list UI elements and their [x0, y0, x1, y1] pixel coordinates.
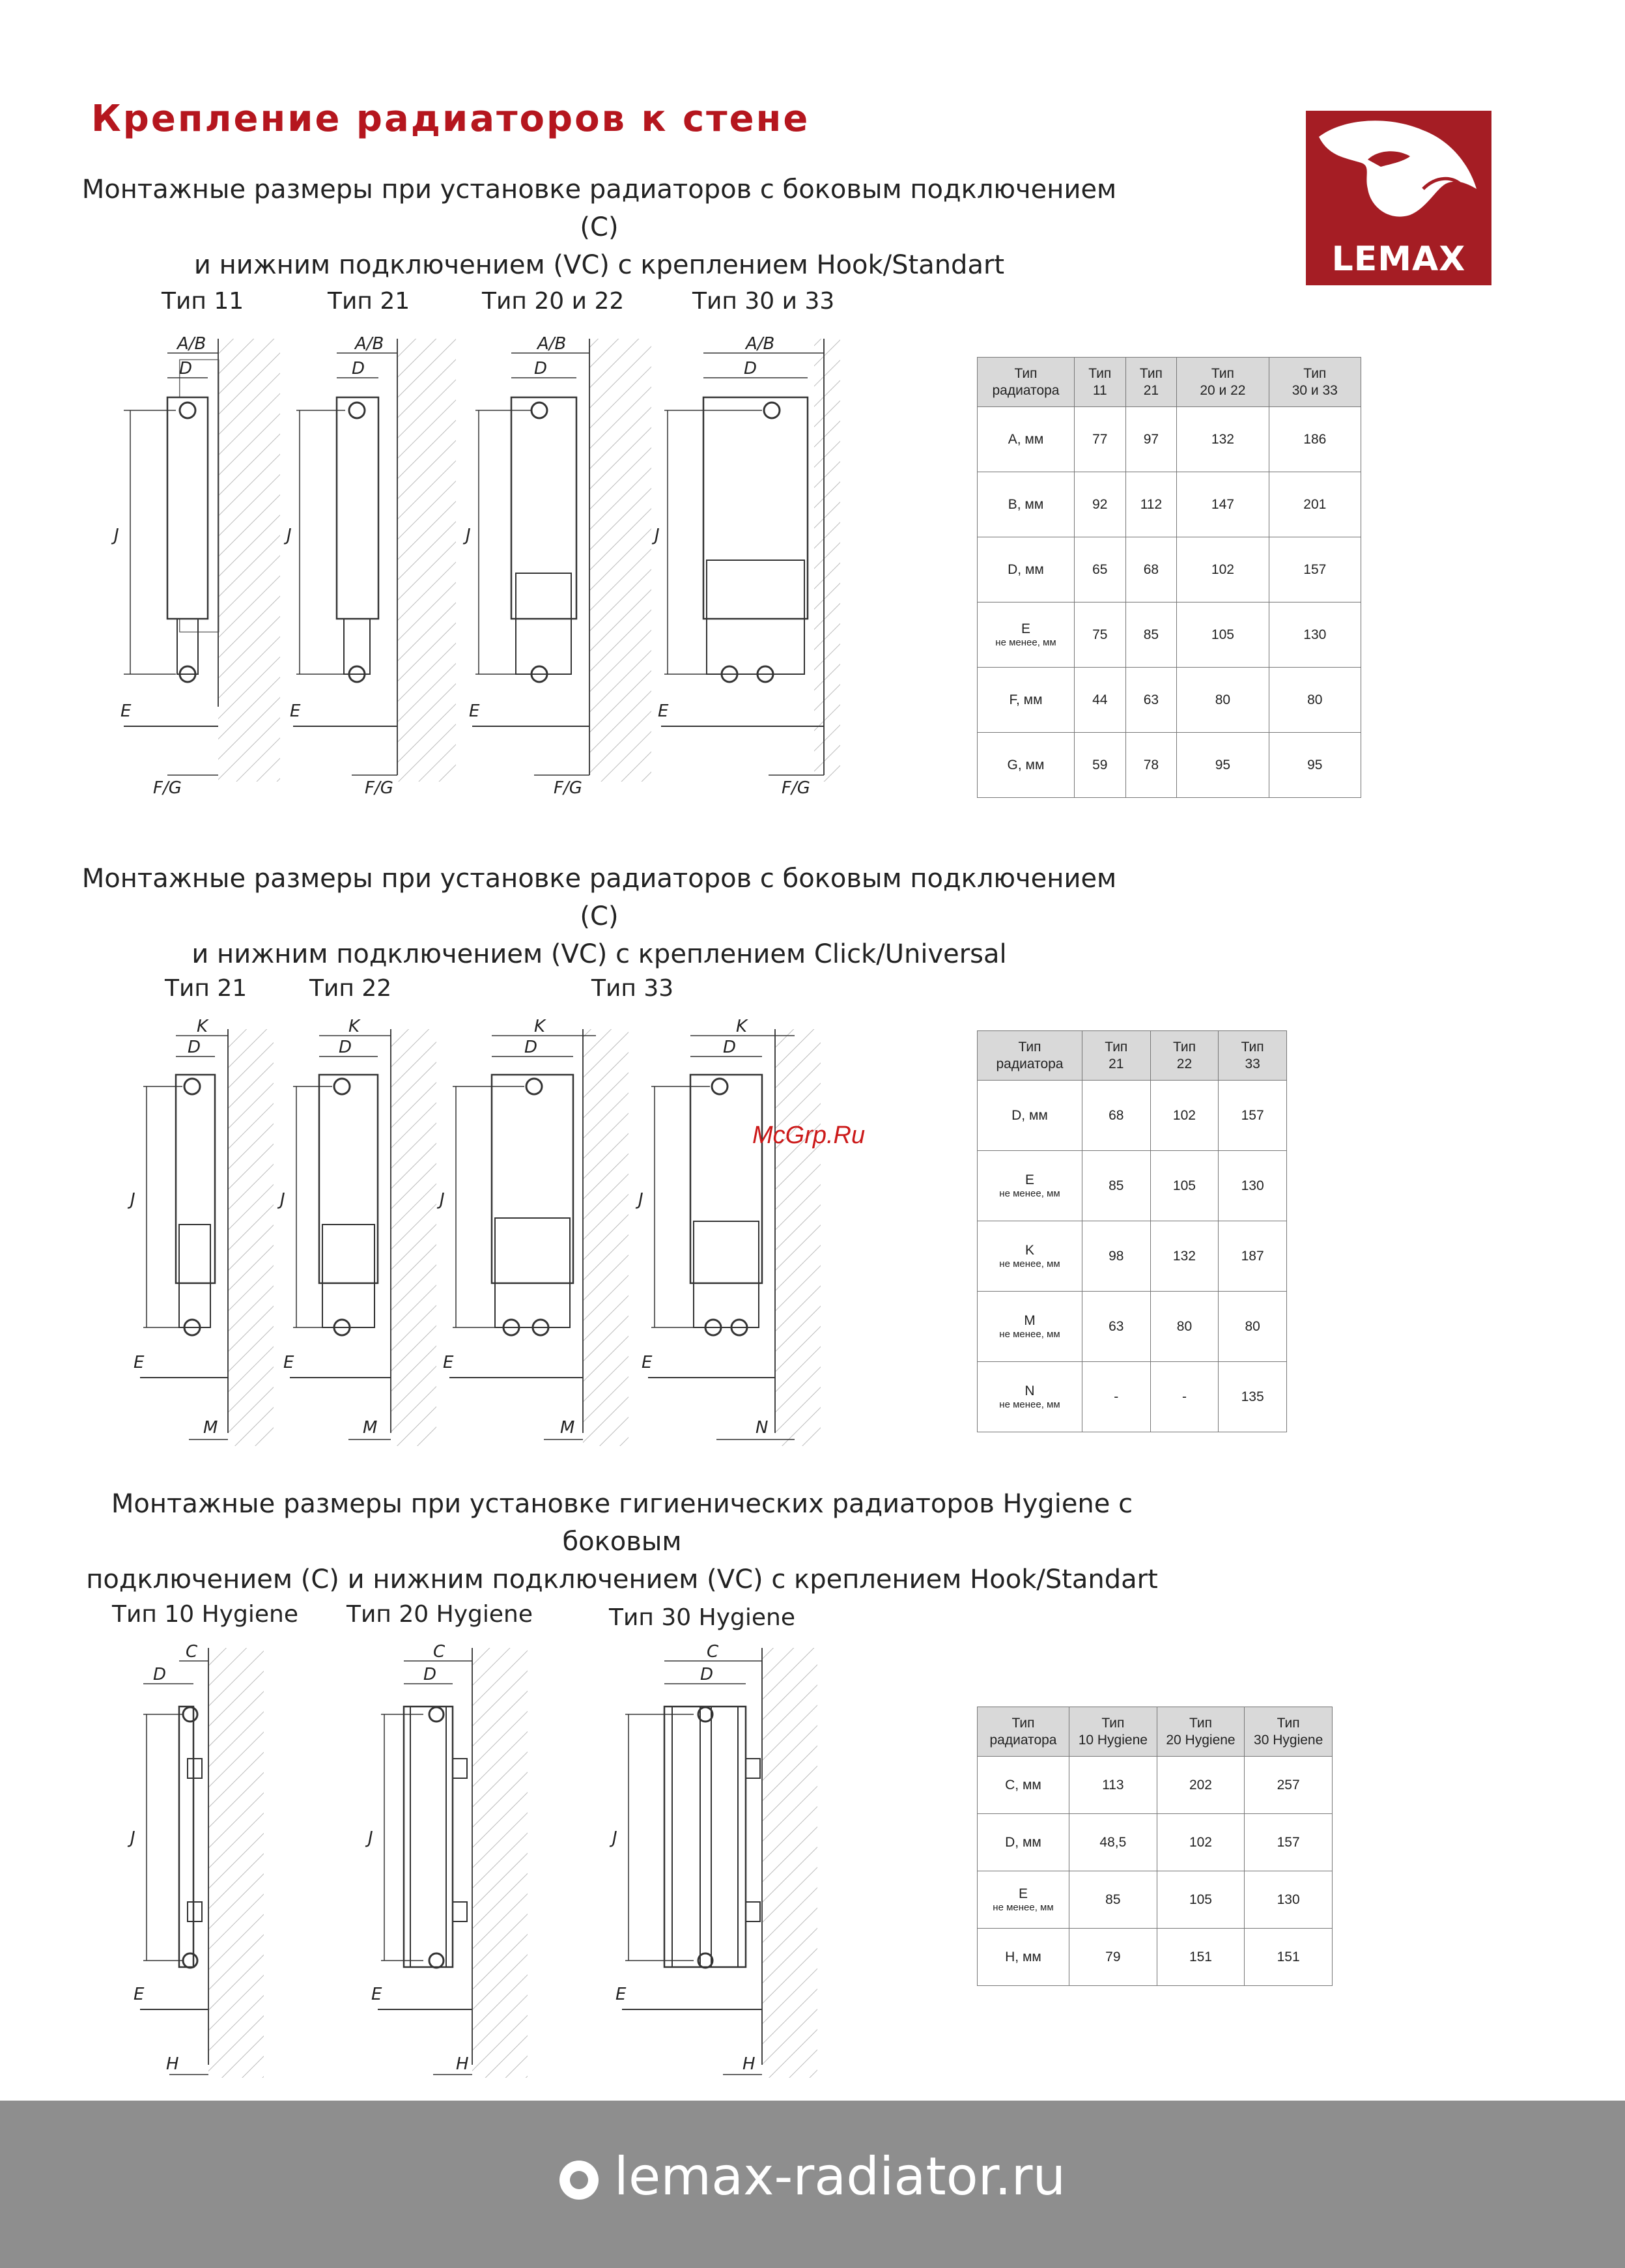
table-row: Е не менее, мм 75 85 105 130 — [978, 602, 1361, 668]
svg-text:K: K — [348, 1017, 360, 1036]
svg-text:J: J — [612, 1828, 617, 1848]
svg-text:J: J — [466, 526, 471, 545]
table-row: F, мм 44 63 80 80 — [978, 668, 1361, 733]
table-row: E не менее, мм 85 105 130 — [978, 1151, 1287, 1221]
table-row: А, мм 77 97 132 186 — [978, 407, 1361, 472]
s2-type-label-1: Тип 21 — [165, 975, 247, 1002]
svg-text:J: J — [638, 1190, 643, 1210]
s3-radiator-type10 — [127, 1642, 264, 2078]
s1-th-0: Тип радиатора — [978, 358, 1075, 407]
s1-type-label-4: Тип 30 и 33 — [692, 288, 835, 315]
s2-table-header — [978, 1031, 1287, 1081]
svg-text:A/B: A/B — [355, 334, 384, 354]
section1-subtitle — [65, 171, 1133, 284]
section2-subtitle-line1: Монтажные размеры при установке радиаторов с боковым подключением (С) — [81, 864, 1117, 931]
s3-type-label-3: Тип 30 Hygiene — [609, 1604, 795, 1631]
table-row: G, мм 59 78 95 95 — [978, 733, 1361, 798]
svg-text:D: D — [339, 1038, 352, 1057]
footer — [0, 2101, 1625, 2268]
svg-text:D: D — [534, 359, 548, 378]
table-row: K не менее, мм 98 132 187 — [978, 1221, 1287, 1292]
svg-text:J: J — [130, 1828, 135, 1848]
s1-radiator-type22 — [462, 334, 651, 798]
svg-text:E: E — [615, 1985, 627, 2004]
s1-radiator-type11 — [111, 334, 280, 798]
svg-text:H: H — [742, 2054, 756, 2074]
svg-text:K: K — [197, 1017, 208, 1036]
s1-radiator-type33 — [651, 334, 840, 798]
s2-radiator-type33 — [436, 1017, 629, 1446]
s3-spec-table — [977, 1707, 1333, 1986]
s3-radiator-type30 — [609, 1642, 817, 2078]
s2-radiator-type33-alt — [635, 1017, 821, 1446]
svg-text:J: J — [287, 526, 292, 545]
section3-subtitle — [65, 1485, 1179, 1598]
svg-text:F/G: F/G — [153, 778, 182, 798]
svg-text:J: J — [440, 1190, 445, 1210]
svg-text:D: D — [700, 1665, 714, 1684]
svg-text:M: M — [203, 1418, 218, 1438]
panther-icon — [1306, 111, 1491, 234]
svg-text:E: E — [290, 702, 301, 721]
s2-radiator-type21 — [127, 1017, 274, 1446]
s3-type-label-2: Тип 20 Hygiene — [346, 1601, 533, 1628]
s3-type-label-1: Тип 10 Hygiene — [112, 1601, 298, 1628]
svg-text:E: E — [283, 1353, 294, 1372]
table-row: Е не менее, мм 85 105 130 — [978, 1871, 1333, 1929]
svg-text:D: D — [188, 1038, 201, 1057]
svg-text:D: D — [723, 1038, 737, 1057]
s1-type-label-3: Тип 20 и 22 — [482, 288, 625, 315]
table-row: Н, мм 79 151 151 — [978, 1929, 1333, 1986]
s2-diagram — [117, 1016, 834, 1459]
s3-th-0: Тип радиатора — [978, 1707, 1069, 1757]
svg-text:C: C — [433, 1642, 445, 1662]
s2-th-1: Тип 21 — [1082, 1031, 1151, 1081]
s3-th-1: Тип 10 Hygiene — [1069, 1707, 1157, 1757]
footer-link[interactable] — [0, 2146, 1625, 2207]
globe-icon — [559, 2161, 599, 2200]
footer-url[interactable]: lemax-radiator.ru — [614, 2146, 1066, 2207]
svg-text:J: J — [655, 526, 660, 545]
section3-subtitle-line2: подключением (С) и нижним подключением (VC) с креплением Hook/Standart — [86, 1565, 1158, 1595]
svg-text:E: E — [642, 1353, 653, 1372]
s1-th-1: Тип 11 — [1075, 358, 1126, 407]
brand-logo — [1306, 111, 1491, 285]
s1-th-2: Тип 21 — [1125, 358, 1177, 407]
svg-text:E: E — [443, 1353, 454, 1372]
svg-text:A/B: A/B — [537, 334, 567, 354]
svg-text:C: C — [707, 1642, 719, 1662]
section1-subtitle-line2: и нижним подключением (VC) с креплением Hook/Standart — [193, 250, 1005, 280]
s1-radiator-type21 — [283, 334, 456, 798]
svg-text:C: C — [186, 1642, 198, 1662]
logo-text: LEMAX — [1331, 240, 1466, 279]
svg-text:K: K — [736, 1017, 748, 1036]
s1-spec-table — [977, 357, 1361, 798]
section2-subtitle — [65, 860, 1133, 973]
s2-type-label-2: Тип 22 — [309, 975, 392, 1002]
svg-text:E: E — [469, 702, 480, 721]
s2-radiator-type22 — [277, 1017, 436, 1446]
table-row: В, мм 92 112 147 201 — [978, 472, 1361, 537]
s2-th-0: Тип радиатора — [978, 1031, 1082, 1081]
table-row: D, мм 68 102 157 — [978, 1081, 1287, 1151]
s1-diagram — [104, 326, 840, 814]
svg-text:F/G: F/G — [782, 778, 810, 798]
s3-th-2: Тип 20 Hygiene — [1157, 1707, 1245, 1757]
s1-table-header — [978, 358, 1361, 407]
watermark: McGrp.Ru — [752, 1122, 866, 1149]
s3-radiator-type20 — [365, 1642, 528, 2078]
svg-text:J: J — [280, 1190, 285, 1210]
section1-subtitle-line1: Монтажные размеры при установке радиаторов с боковым подключением (С) — [81, 175, 1117, 242]
svg-text:E: E — [371, 1985, 382, 2004]
svg-text:J: J — [368, 1828, 373, 1848]
svg-text:F/G: F/G — [554, 778, 582, 798]
s1-th-4: Тип 30 и 33 — [1269, 358, 1361, 407]
s3-th-3: Тип 30 Hygiene — [1245, 1707, 1333, 1757]
svg-text:D: D — [153, 1665, 167, 1684]
svg-text:M: M — [560, 1418, 575, 1438]
svg-text:M: M — [363, 1418, 378, 1438]
s3-diagram — [117, 1635, 834, 2091]
section2-subtitle-line2: и нижним подключением (VC) с креплением Click/Universal — [191, 939, 1007, 969]
svg-text:D: D — [423, 1665, 437, 1684]
svg-text:F/G: F/G — [365, 778, 393, 798]
svg-text:A/B: A/B — [746, 334, 775, 354]
section3-subtitle-line1: Монтажные размеры при установке гигиенических радиаторов Hygiene с боковым — [111, 1489, 1133, 1557]
s2-th-2: Тип 22 — [1150, 1031, 1219, 1081]
s1-type-label-2: Тип 21 — [328, 288, 410, 315]
page-title: Крепление радиаторов к стене — [91, 98, 810, 140]
s2-spec-table — [977, 1030, 1287, 1432]
s1-th-3: Тип 20 и 22 — [1177, 358, 1269, 407]
svg-text:D: D — [179, 359, 193, 378]
table-row: С, мм 113 202 257 — [978, 1757, 1333, 1814]
svg-text:K: K — [534, 1017, 546, 1036]
s3-table-header — [978, 1707, 1333, 1757]
svg-text:N: N — [756, 1418, 769, 1438]
svg-text:E: E — [658, 702, 669, 721]
svg-text:D: D — [744, 359, 757, 378]
table-row: D, мм 65 68 102 157 — [978, 537, 1361, 602]
svg-text:A/B: A/B — [177, 334, 206, 354]
svg-text:J: J — [114, 526, 119, 545]
svg-text:D: D — [352, 359, 365, 378]
svg-text:H: H — [456, 2054, 469, 2074]
svg-text:E: E — [134, 1985, 145, 2004]
table-row: D, мм 48,5 102 157 — [978, 1814, 1333, 1871]
svg-text:J: J — [130, 1190, 135, 1210]
svg-text:E: E — [134, 1353, 145, 1372]
s1-type-label-1: Тип 11 — [162, 288, 244, 315]
s2-th-3: Тип 33 — [1219, 1031, 1287, 1081]
svg-text:E: E — [120, 702, 132, 721]
table-row: N не менее, мм - - 135 — [978, 1362, 1287, 1432]
table-row: M не менее, мм 63 80 80 — [978, 1292, 1287, 1362]
svg-text:D: D — [524, 1038, 538, 1057]
s2-type-label-3: Тип 33 — [591, 975, 674, 1002]
svg-text:H: H — [166, 2054, 179, 2074]
